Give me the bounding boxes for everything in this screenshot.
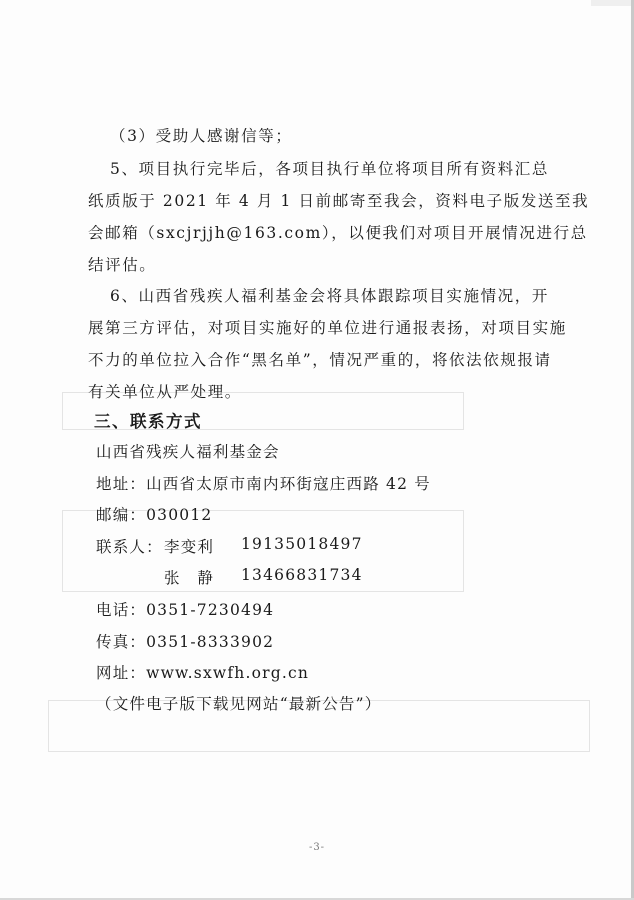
para-5-line-4: 结评估。 — [88, 256, 157, 274]
item-3-text: （3）受助人感谢信等； — [110, 127, 293, 145]
para-6-line-2: 展第三方评估，对项目实施好的单位进行通报表扬，对项目实施 — [88, 319, 567, 337]
contact-label: 联系人： — [96, 538, 163, 556]
para-6-line-3: 不力的单位拉入合作“黑名单”，情况严重的，将依法依规报请 — [88, 351, 552, 369]
download-note: （文件电子版下载见网站“最新公告”） — [96, 695, 382, 713]
para-5-line-2: 纸质版于 2021 年 4 月 1 日前邮寄至我会，资料电子版发送至我 — [88, 192, 590, 210]
para-6-line-4: 有关单位从严处理。 — [88, 383, 242, 401]
postcode-line: 邮编：030012 — [96, 506, 213, 524]
contact-2-name: 张 静 — [164, 569, 215, 587]
org-name: 山西省残疾人福利基金会 — [96, 443, 280, 461]
phone-line: 电话：0351-7230494 — [96, 601, 275, 619]
para-5-line-3: 会邮箱（sxcjrjjh@163.com），以便我们对项目开展情况进行总 — [88, 224, 588, 242]
scan-edge-top — [591, 0, 631, 6]
para-5-line-1: 5、项目执行完毕后，各项目执行单位将项目所有资料汇总 — [110, 160, 549, 178]
fax-line: 传真：0351-8333902 — [96, 633, 275, 651]
para-6-line-1: 6、山西省残疾人福利基金会将具体跟踪项目实施情况，开 — [110, 287, 549, 305]
section-heading-contact: 三、联系方式 — [94, 412, 202, 431]
page-number: -3- — [308, 842, 326, 853]
contact-1-phone: 19135018497 — [241, 535, 363, 553]
website-line: 网址：www.sxwfh.org.cn — [96, 664, 310, 682]
contact-1-name: 李变利 — [164, 538, 215, 556]
address-line: 地址：山西省太原市南内环街寇庄西路 42 号 — [96, 475, 431, 493]
contact-2-phone: 13466831734 — [241, 566, 363, 584]
